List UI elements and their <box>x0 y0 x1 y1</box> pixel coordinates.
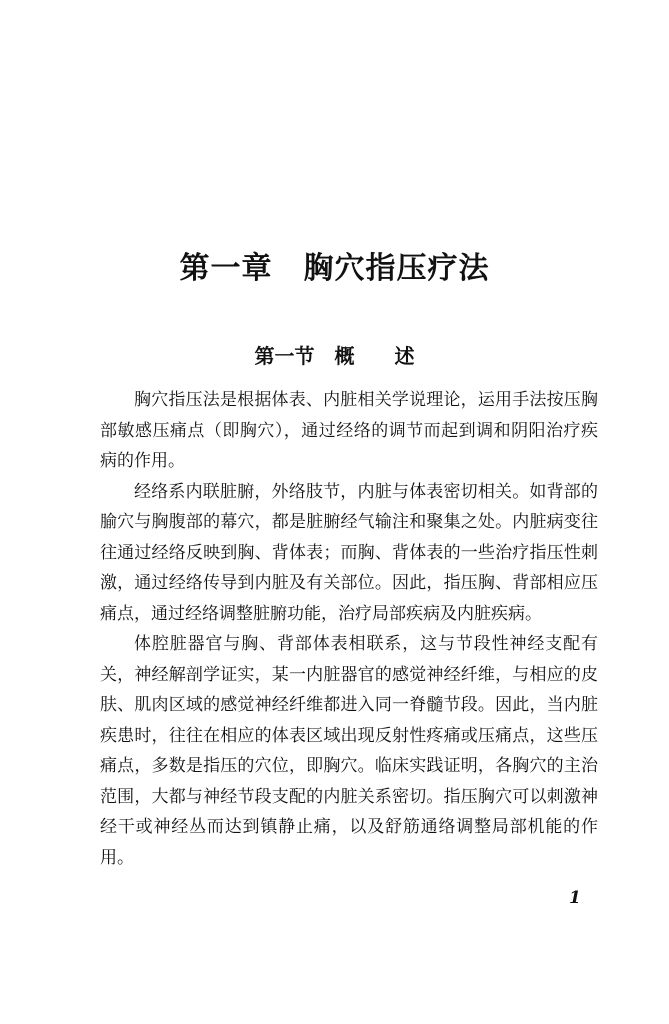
body-text <box>100 385 598 873</box>
paragraph: 经络系内联脏腑，外络肢节，内脏与体表密切相关。如背部的腧穴与胸腹部的幕穴，都是脏腑经气输注和聚集之处。内脏病变往往通过经络反映到胸、背体表；而胸、背体表的一些治疗指压性刺激，通过经络传导到内脏及有关部位。因此，指压胸、背部相应压痛点，通过经络调整脏腑功能，治疗局部疾病及内脏疾病。 <box>100 481 598 624</box>
paragraph: 胸穴指压法是根据体表、内脏相关学说理论，运用手法按压胸部敏感压痛点（即胸穴），通过经络的调节而起到调和阴阳治疗疾病的作用。 <box>100 390 598 471</box>
paragraph: 体腔脏器官与胸、背部体表相联系，这与节段性神经支配有关，神经解剖学证实，某一内脏器官的感觉神经纤维，与相应的皮肤、肌肉区域的感觉神经纤维都进入同一脊髓节段。因此，当内脏疾患时，往往在相应的体表区域出现反射性疼痛或压痛点，这些压痛点，多数是指压的穴位，即胸穴。临床实践证明，各胸穴的主治范围，大都与神经节段支配的内脏关系密切。指压胸穴可以刺激神经干或神经丛而达到镇静止痛，以及舒筋通络调整局部机能的作用。 <box>100 634 598 868</box>
page-number: 1 <box>569 888 581 908</box>
chapter-title: 第一章 胸穴指压疗法 <box>179 251 490 286</box>
section-title: 第一节 概 述 <box>254 344 415 368</box>
